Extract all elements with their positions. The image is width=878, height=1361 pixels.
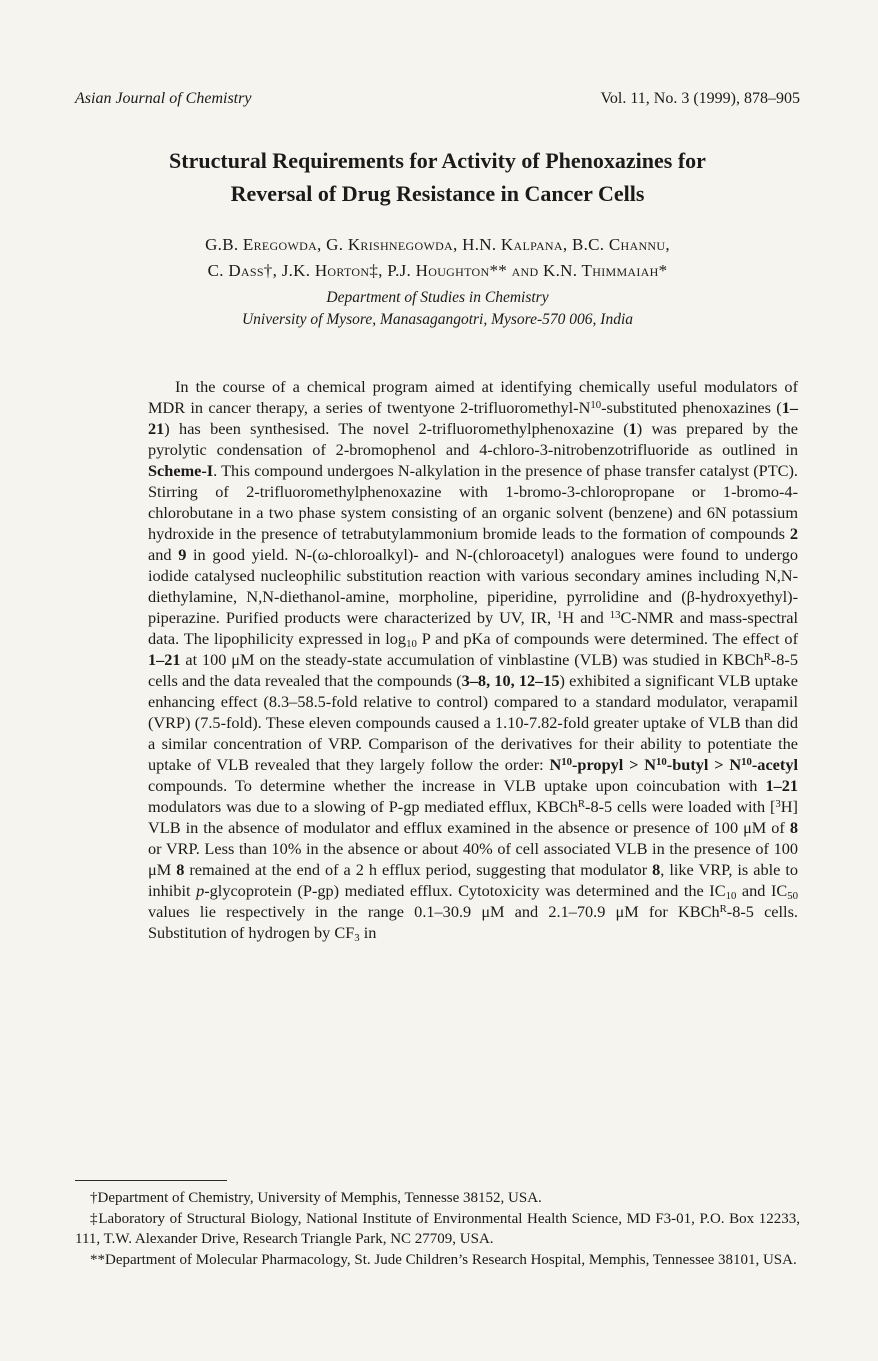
footnote-double-asterisk: **Department of Molecular Pharmacology, St. Jude Children’s Research Hospital, Memphis, Tennessee 38101, USA. [90,1251,797,1268]
author-list [75,232,800,284]
footnote-dagger: †Department of Chemistry, University of Memphis, Tennesse 38152, USA. [90,1190,542,1206]
affiliation-university: University of Mysore, Manasagangotri, Mysore-570 006, India [241,311,634,328]
abstract-text: In the course of a chemical program aimed at identifying chemically useful modulators of MDR in cancer therapy, a series of twentyone $2-trifluoromethyl-N^{10}$-substituted phenoxazines (1–21) has been synthesised. The novel 2-trifluoromethylphenoxazine (1) was prepared by the pyrolytic condensation of 2-bromophenol and 4-chloro-3-nitrobenzotrifluoride as outlined in Scheme-I. This compound undergoes N-alkylation in the presence of phase transfer catalyst (PTC). Stirring of 2-trifluoromethylphenoxazine with 1-bromo-3-chloropropane or 1-bromo-4-chlorobutane in a two phase system consisting of an organic solvent (benzene) and 6N potassium hydroxide in the presence of tetrabutylammonium bromide leads to the formation of compounds 2 and 9 in good yield. N-(ω-chloroalkyl)- and N-(chloroacetyl) analogues were found to undergo iodide catalysed nucleophilic substitution reaction with various secondary amines including N,N-diethylamine, N,N-diethanol-amine, morpholine, piperidine, pyrrolidine and (β-hydroxyethyl)-piperazine. Purified products were characterized by UV, IR, $^1$H and $^{13}$C-NMR and mass-spectral data. The lipophilicity expressed in log10 P and pKa of compounds were determined. The effect of 1–21 at 100 μM on the steady-state accumulation of vinblastine (VLB) was studied in KBCh$^R$-8-5 cells and the data revealed that the compounds (3–8, 10, 12–15) exhibited a significant VLB uptake enhancing effect (8.3–58.5-fold relative to control) compared to a standard modulator, verapamil (VRP) (7.5-fold). These eleven compounds caused a 1.10-7.82-fold greater uptake of VLB than did a similar concentration of VRP. Comparison of the derivatives for their ability to potentiate the uptake of VLB revealed that they largely follow the order: $N^{10}$-propyl > $N^{10}$-butyl > $N^{10}$-acetyl compounds. To determine whether the increase in VLB uptake upon coincubation with 1–21 modulators was due to a slowing of P-gp mediated efflux, KBCh$^R$-8-5 cells were loaded with [$^3$H] VLB in the absence of modulator and efflux examined in the absence or presence of 100 μM of 8 or VRP. Less than 10% in the absence or about 40% of cell associated VLB in the presence of 100 μM 8 remained at the end of a 2 h efflux period, suggesting that modulator 8, like VRP, is able to inhibit p-glycoprotein (P-gp) mediated efflux. Cytotoxicity was determined and the IC10 and IC50 values lie respectively in the range 0.1–30.9 μM and 2.1–70.9 μM for KBCh$^R$-8-5 cells. Substitution of hydrogen by CF3 in [148,377,799,944]
footnote-double-dagger: ‡Laboratory of Structural Biology, National Institute of Environmental Health Science, MD F3-01, P.O. Box 12233, 111, T.W. Alexander Drive, Research Triangle Park, NC 27709, USA. [75,1210,800,1247]
affiliation-department: Department of Studies in Chemistry [326,289,549,306]
author-list-line-1: G.B. Eregowda, G. Krishnegowda, H.N. Kalpana, B.C. Channu, [205,235,670,254]
article-title-line-1: Structural Requirements for Activity of Phenoxazines for [169,148,706,173]
footnotes [75,1180,800,1270]
article-title-line-2: Reversal of Drug Resistance in Cancer Cells [230,181,645,206]
footnote-divider [75,1180,227,1181]
author-list-line-2: C. Dass†, J.K. Horton‡, P.J. Houghton** and K.N. Thimmaiah* [207,261,668,280]
journal-name: Asian Journal of Chemistry [75,90,252,107]
page-header [75,90,800,108]
article-title [75,144,800,210]
affiliation [75,287,800,331]
volume-issue-info: Vol. 11, No. 3 (1999), 878–905 [600,90,800,107]
